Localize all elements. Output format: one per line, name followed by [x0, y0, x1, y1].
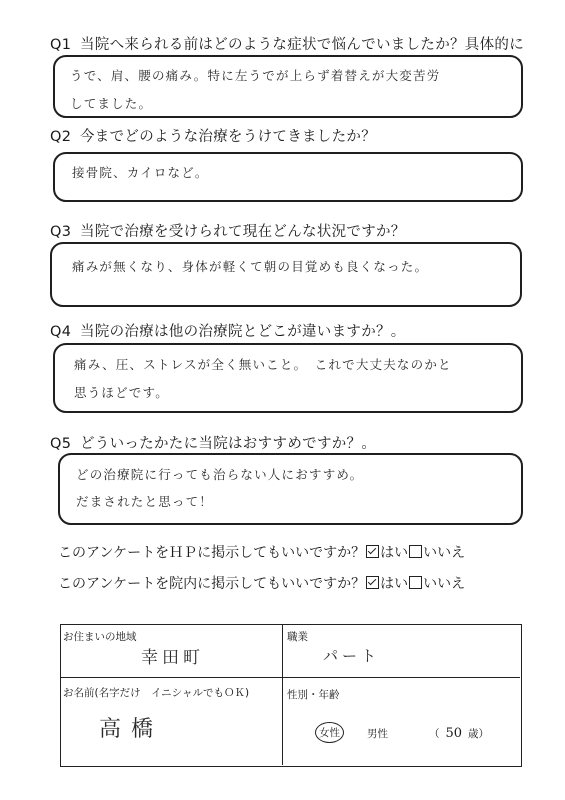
area-value: 幸田町	[141, 648, 204, 668]
consent-hp-no-checkbox[interactable]	[409, 545, 422, 558]
question-4: Q4 当院の治療は他の治療院とどこが違いますか？。	[50, 324, 406, 340]
question-3: Q3 当院で治療を受けられて現在どんな状況ですか？	[50, 224, 406, 240]
name-label: お名前(名字だけ イニシャルでもＯＫ)	[63, 687, 250, 699]
answer-2-line-1: 接骨院、カイロなど。	[72, 165, 209, 180]
consent-hp-yes-checkbox[interactable]	[366, 545, 379, 558]
answer-3-line-1: 痛みが無くなり、身体が軽くて朝の目覚めも良くなった。	[72, 259, 429, 274]
answer-1-line-2: してました。	[70, 96, 153, 111]
question-1: Q1 当院へ来られる前はどのような症状で悩んでいましたか？具体的に	[50, 37, 524, 53]
answer-box-4	[53, 343, 523, 413]
gender-age-label: 性別・年齢	[287, 689, 340, 701]
consent-clinic: このアンケートを院内に掲示してもいいですか？ はい いいえ	[58, 576, 466, 592]
area-label: お住まいの地域	[63, 631, 137, 643]
name-value: 高橋	[99, 717, 164, 742]
area-cell	[61, 625, 283, 678]
gender-age-cell	[283, 678, 520, 765]
answer-box-5	[58, 453, 523, 525]
consent-clinic-no-checkbox[interactable]	[409, 576, 422, 589]
question-2: Q2 今までどのような治療をうけてきましたか？	[50, 129, 376, 145]
male-option[interactable]: 男性	[367, 728, 388, 740]
answer-4-line-1: 痛み、圧、ストレスが全く無いこと。 これで大丈夫なのかと	[74, 357, 452, 372]
consent-clinic-yes-checkbox[interactable]	[366, 576, 379, 589]
answer-1-line-1: うで、肩、腰の痛み。特に左うでが上らず着替えが大変苦労	[70, 68, 441, 83]
name-cell	[61, 678, 283, 765]
job-label: 職業	[287, 631, 308, 643]
job-cell	[283, 625, 520, 678]
answer-4-line-2: 思うほどです。	[74, 385, 169, 400]
question-5: Q5 どういったかたに当院はおすすめですか？。	[50, 436, 377, 452]
info-table	[60, 624, 522, 767]
answer-5-line-2: だまされたと思って！	[76, 494, 214, 509]
female-option[interactable]: 女性	[315, 722, 344, 743]
consent-hp: このアンケートをＨＰに掲示してもいいですか？ はい いいえ	[58, 545, 466, 561]
job-value: パート	[323, 647, 381, 665]
answer-5-line-1: どの治療院に行っても治らない人におすすめ。	[76, 467, 364, 482]
age-field: （ 50 歳）	[429, 726, 490, 741]
